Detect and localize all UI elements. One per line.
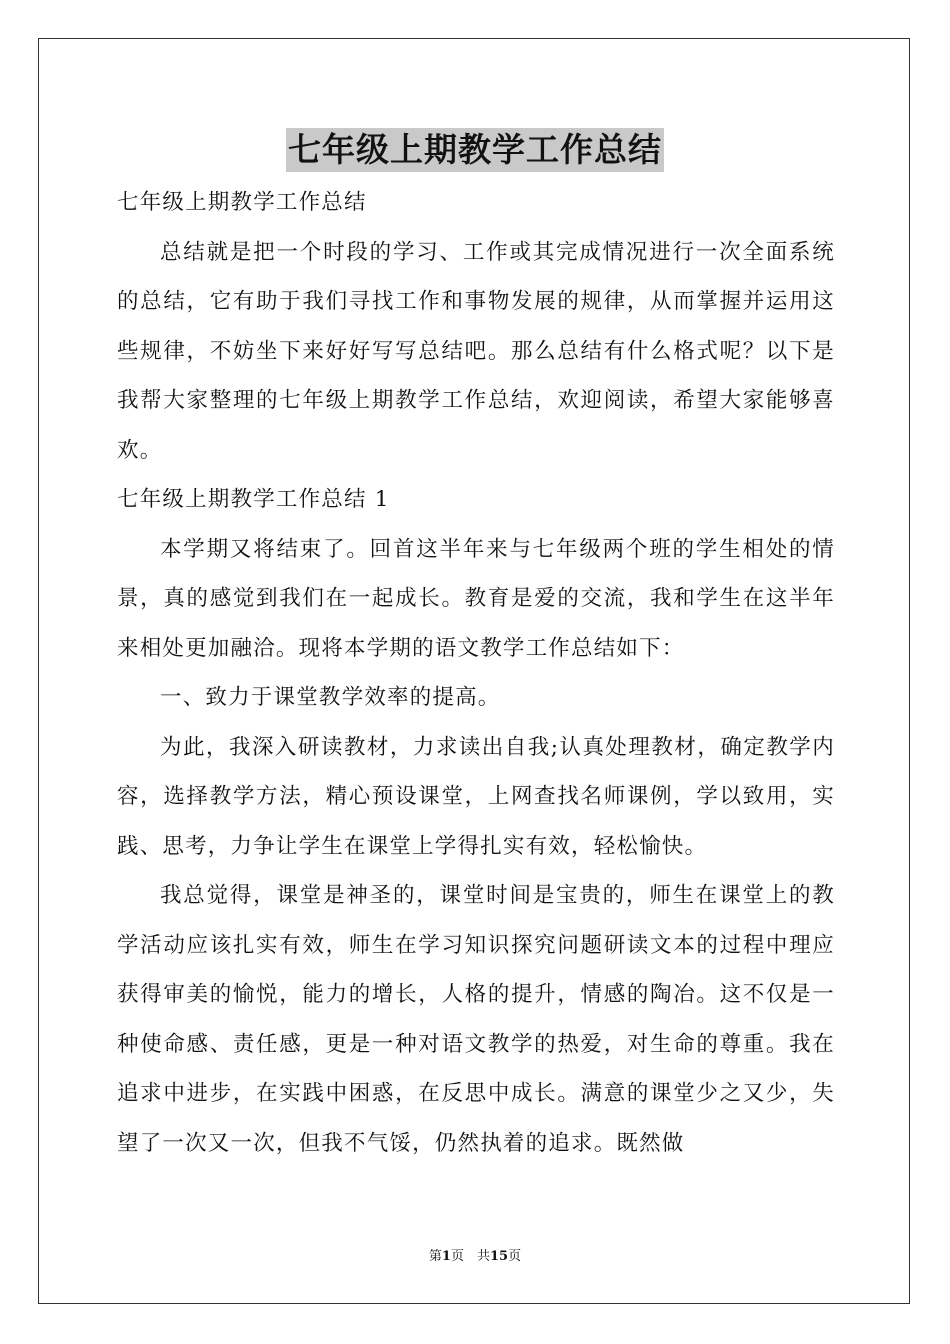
footer-page-suffix: 页 — [508, 1249, 522, 1264]
footer-page-current: 1 — [441, 1249, 451, 1264]
paragraph: 本学期又将结束了。回首这半年来与七年级两个班的学生相处的情景，真的感觉到我们在一起成长。教育是爱的交流，我和学生在这半年来相处更加融洽。现将本学期的语文教学工作总结如下： — [117, 536, 835, 661]
paragraph: 七年级上期教学工作总结 — [117, 190, 367, 215]
footer-page-prefix: 第 — [428, 1249, 442, 1264]
paragraph: 七年级上期教学工作总结 1 — [117, 487, 390, 512]
document-title: 七年级上期教学工作总结 — [286, 128, 664, 172]
paragraph: 我总觉得，课堂是神圣的，课堂时间是宝贵的，师生在课堂上的教学活动应该扎实有效，师生在学习知识探究问题研读文本的过程中理应获得审美的愉悦，能力的增长，人格的提升，情感的陶冶。这不仅是一种使命感、责任感，更是一种对语文教学的热爱，对生命的尊重。我在追求中进步，在实践中困惑，在反思中成长。满意的课堂少之又少，失望了一次又一次，但我不气馁，仍然执着的追求。既然做 — [117, 883, 835, 1156]
paragraph: 总结就是把一个时段的学习、工作或其完成情况进行一次全面系统的总结，它有助于我们寻找工作和事物发展的规律，从而掌握并运用这些规律，不妨坐下来好好写写总结吧。那么总结有什么格式呢？以下是我帮大家整理的七年级上期教学工作总结，欢迎阅读，希望大家能够喜欢。 — [117, 239, 835, 463]
title-container — [0, 128, 950, 172]
footer-page-mid: 页 共 — [450, 1249, 490, 1264]
page-footer — [0, 1248, 950, 1266]
document-body — [117, 178, 835, 1168]
paragraph: 一、致力于课堂教学效率的提高。 — [160, 685, 501, 710]
paragraph: 为此，我深入研读教材，力求读出自我;认真处理教材，确定教学内容，选择教学方法，精心预设课堂，上网查找名师课例，学以致用，实践、思考，力争让学生在课堂上学得扎实有效，轻松愉快。 — [117, 734, 835, 859]
footer-page-total: 15 — [489, 1249, 509, 1264]
